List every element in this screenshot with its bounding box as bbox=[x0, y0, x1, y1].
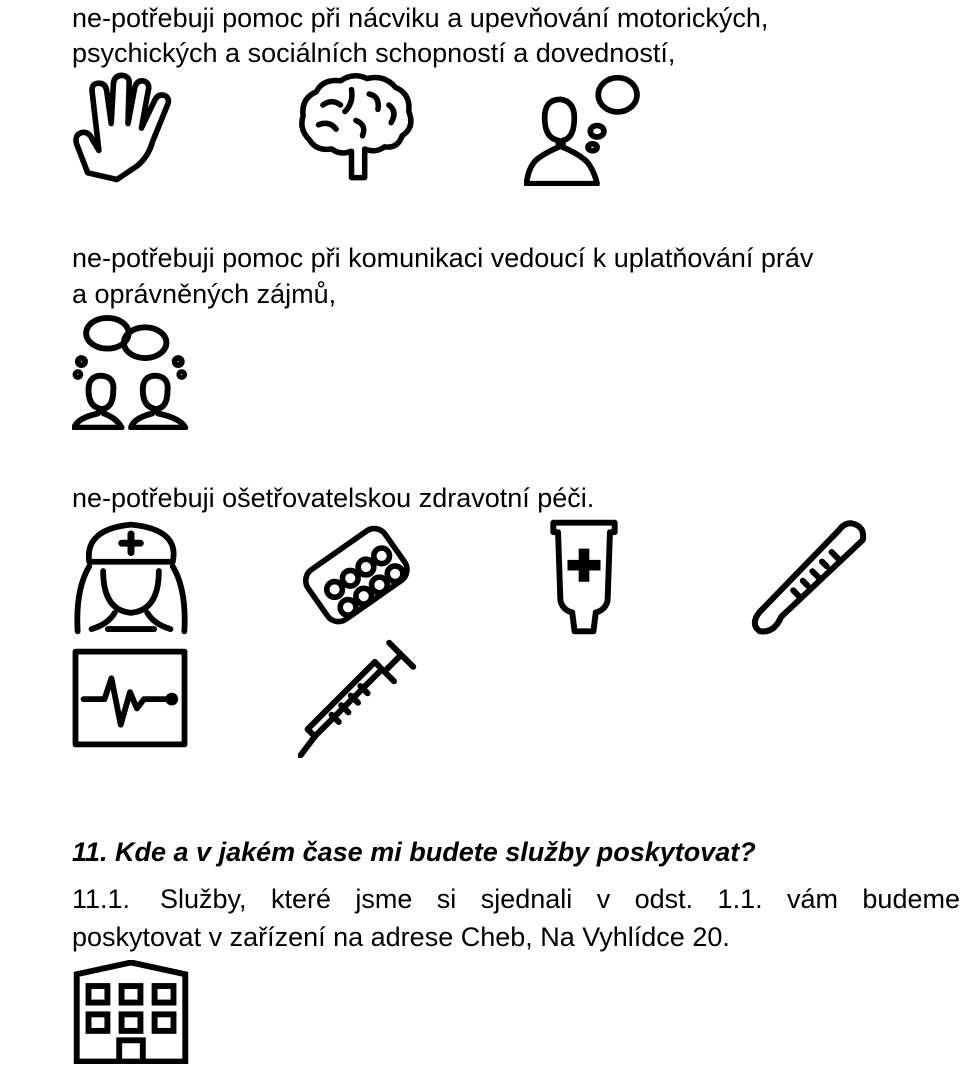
item-number: 11.1. bbox=[72, 884, 131, 914]
communication-line-2: a oprávněných zájmů, bbox=[72, 279, 337, 309]
ecg-monitor-icon bbox=[72, 648, 188, 748]
pills-icon bbox=[298, 520, 416, 632]
care-line-1: ne-potřebuji ošetřovatelskou zdravotní péči. bbox=[72, 483, 595, 513]
nurse-icon bbox=[72, 520, 190, 636]
item-text-line-1: Služby, které jsme si sjednali v odst. 1.1. vám budeme bbox=[160, 884, 960, 914]
building-icon bbox=[72, 960, 190, 1064]
thermometer-icon bbox=[750, 516, 870, 636]
question-heading: 11. Kde a v jakém čase mi budete služby poskytovat? bbox=[72, 837, 756, 867]
two-people-talking-icon bbox=[72, 312, 190, 430]
hand-icon bbox=[72, 72, 184, 184]
item-text-line-2: poskytovat v zařízení na adrese Cheb, Na Vyhlídce 20. bbox=[72, 922, 730, 952]
ointment-tube-icon bbox=[548, 518, 620, 636]
brain-icon bbox=[296, 72, 418, 182]
syringe-icon bbox=[298, 638, 418, 758]
communication-line-1: ne-potřebuji pomoc při komunikaci vedoucí k uplatňování práv bbox=[72, 243, 814, 273]
motor-skills-line-1: ne-potřebuji pomoc při nácviku a upevňování motorických, bbox=[72, 3, 769, 33]
thinking-person-icon bbox=[524, 72, 644, 186]
motor-skills-line-2: psychických a sociálních schopností a dovedností, bbox=[72, 38, 676, 68]
